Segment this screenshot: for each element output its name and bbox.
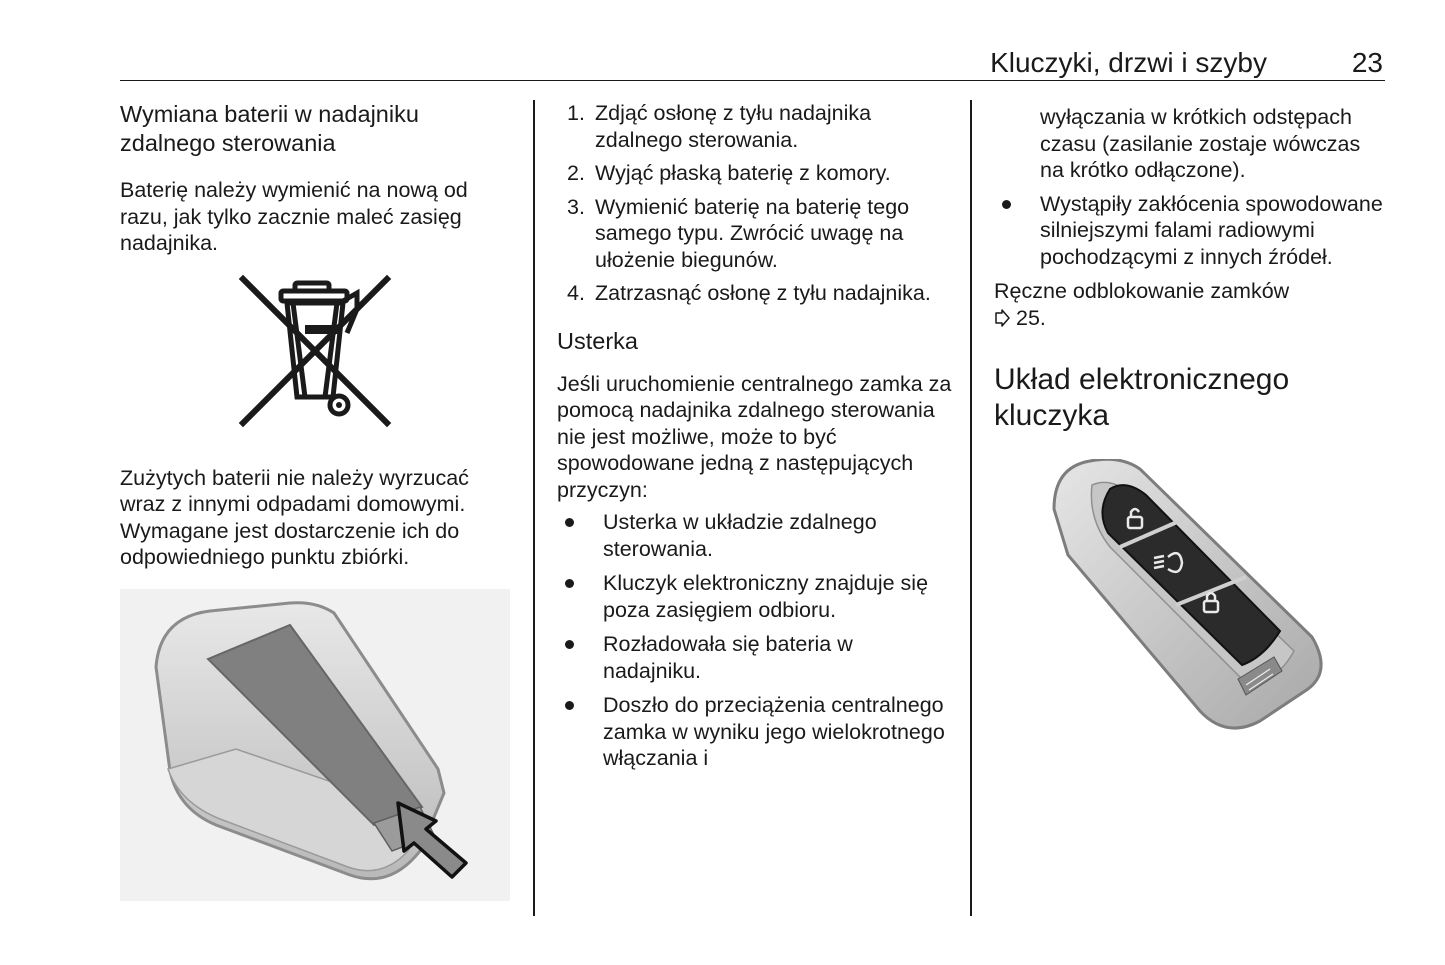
page-reference-link[interactable]: 25.: [1015, 305, 1046, 330]
step-number: 2.: [567, 161, 585, 185]
battery-disposal-note: Zużytych baterii nie należy wyrzucać wraz z innymi odpadami domowymi. Wymagane jest dostarczenie ich do odpowiedniego punktu zbiórki.: [120, 465, 469, 569]
fault-description: Jeśli uruchomienie centralnego zamka za pomocą nadajnika zdalnego sterowania nie jest możliwe, może to być spowodowane jedną z następujących przyczyn:: [557, 371, 952, 502]
electronic-key-heading: Układ elektronicznego kluczyka: [994, 363, 1290, 432]
column-divider: [970, 100, 972, 916]
list-item: [557, 160, 952, 187]
cause-continuation: wyłączania w krótkich odstępach czasu (zasilanie zostaje wówczas na krótko odłączone).: [1040, 105, 1361, 182]
cause-text: Rozładowała się bateria w nadajniku.: [603, 632, 853, 683]
list-item: [557, 692, 952, 772]
column-left: [120, 100, 515, 901]
step-text: Zdjąć osłonę z tyłu nadajnika zdalnego sterowania.: [595, 101, 872, 152]
crossed-bin-icon: [235, 273, 395, 433]
bullet-icon: [1002, 200, 1011, 209]
list-item: [557, 631, 952, 684]
column-right: [994, 104, 1389, 741]
list-item: [557, 570, 952, 623]
bullet-icon: [565, 701, 574, 710]
manual-unlock-note: [994, 278, 1389, 331]
electronic-key-illustration: [1050, 459, 1332, 741]
battery-heading: Wymiana baterii w nadajniku zdalnego sterowania: [120, 101, 419, 156]
column-middle: [557, 100, 952, 772]
list-item: [557, 509, 952, 562]
bullet-icon: [565, 518, 574, 527]
section-title: Kluczyki, drzwi i szyby: [990, 47, 1267, 78]
battery-intro: Baterię należy wymienić na nową od razu, jak tylko zacznie maleć zasięg nadajnika.: [120, 178, 468, 255]
step-number: 1.: [567, 101, 585, 125]
list-item: [557, 100, 952, 153]
bullet-icon: [565, 640, 574, 649]
cause-text: Doszło do przeciążenia centralnego zamka w wyniku jego wielokrotnego włączania i: [603, 693, 945, 770]
step-number: 4.: [567, 281, 585, 305]
bullet-icon: [565, 579, 574, 588]
step-number: 3.: [567, 194, 585, 219]
fault-causes: [557, 509, 952, 772]
fault-heading: Usterka: [557, 327, 638, 354]
replacement-steps: [557, 100, 952, 307]
page-number: 23: [1351, 47, 1383, 78]
step-text: Wymienić baterię na baterię tego samego typu. Zwrócić uwagę na ułożenie biegunów.: [595, 194, 910, 272]
cause-text: Usterka w układzie zdalnego sterowania.: [603, 510, 877, 561]
fault-causes-continued: [994, 191, 1389, 271]
list-item: [994, 191, 1389, 271]
key-battery-cover-illustration: [120, 589, 510, 901]
page-header: [120, 44, 1385, 81]
arrow-right-icon: [994, 307, 1010, 325]
step-text: Zatrzasnąć osłonę z tyłu nadajnika.: [595, 281, 931, 305]
list-item: [557, 194, 952, 274]
column-divider: [533, 100, 535, 916]
manual-unlock-text: Ręczne odblokowanie zamków: [994, 279, 1290, 303]
cause-text: Wystąpiły zakłócenia spowodowane silniejszymi falami radiowymi pochodzącymi z innych źródeł.: [1040, 191, 1383, 269]
list-item: [557, 280, 952, 307]
step-text: Wyjąć płaską baterię z komory.: [595, 161, 891, 185]
cause-text: Kluczyk elektroniczny znajduje się poza zasięgiem odbioru.: [603, 571, 929, 622]
